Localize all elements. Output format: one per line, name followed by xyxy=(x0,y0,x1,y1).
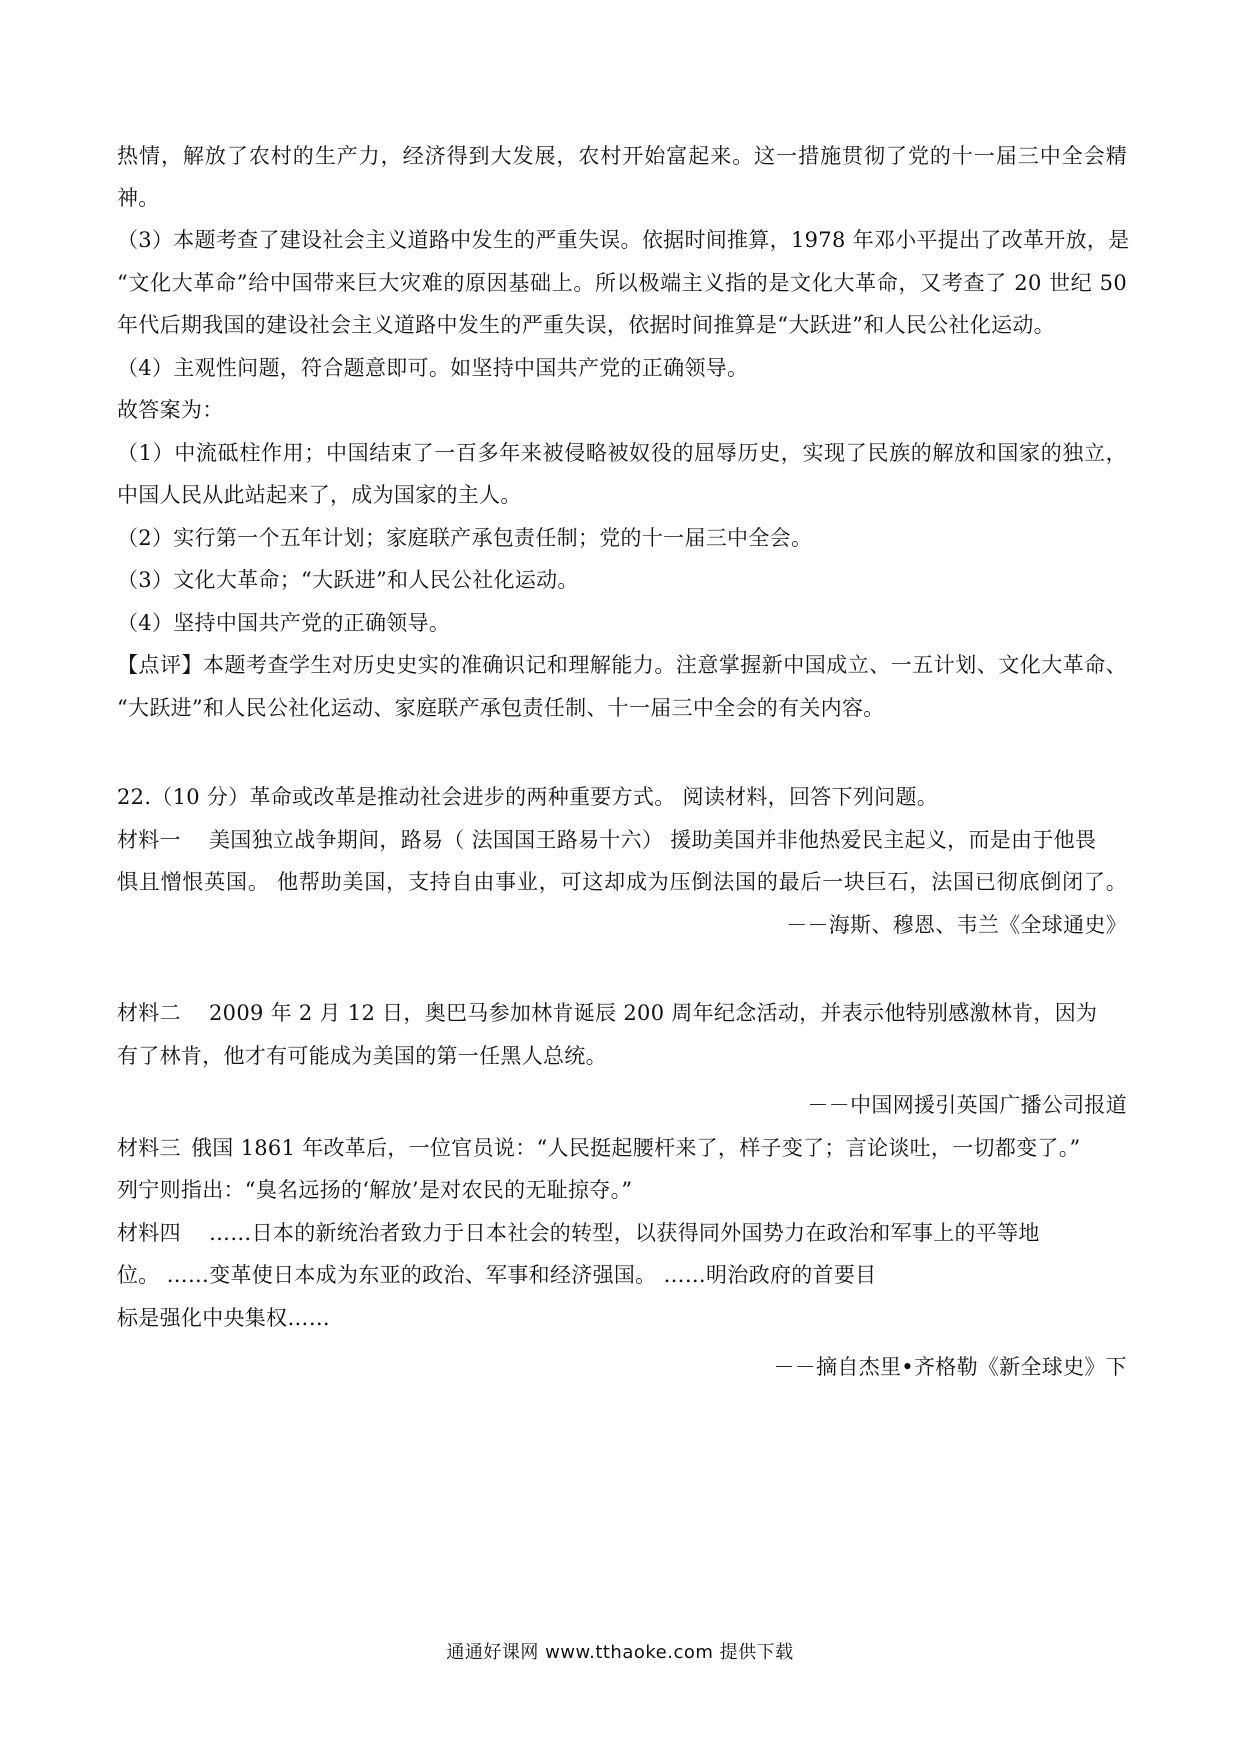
material-3-line-2: 列宁则指出：“臭名远扬的‘解放’是对农民的无耻掠夺。” xyxy=(117,1178,633,1202)
paragraph-line-1: 热情，解放了农村的生产力，经济得到大发展，农村开始富起来。这一措施贯彻了党的十一届三中全会精 xyxy=(117,144,1127,168)
material-1-line-1 xyxy=(117,825,1127,855)
material-3-line-1 xyxy=(117,1133,1127,1163)
analysis-3-line-3: 年代后期我国的建设社会主义道路中发生的严重失误，依据时间推算是“大跃进”和人民公社化运动。 xyxy=(117,313,1055,337)
analysis-3-line-2: “文化大革命”给中国带来巨大灾难的原因基础上。所以极端主义指的是文化大革命，又考查了 20 世纪 50 xyxy=(117,271,1127,295)
material-4-text: ……日本的新统治者致力于日本社会的转型，以获得同外国势力在政治和军事上的平等地 xyxy=(209,1221,1040,1245)
material-2-source: －－中国网援引英国广播公司报道 xyxy=(807,1093,1127,1117)
material-4-line-1 xyxy=(117,1218,1127,1248)
material-1-line-2: 惧且憎恨英国。 他帮助美国，支持自由事业，可这却成为压倒法国的最后一块巨石，法国已彻底倒闭了。 xyxy=(117,870,1127,894)
analysis-3-line-1: （3）本题考查了建设社会主义道路中发生的严重失误。依据时间推算，1978 年邓小平提出了改革开放，是 xyxy=(117,228,1130,252)
answer-heading: 故答案为： xyxy=(117,398,224,422)
paragraph-line-2: 神。 xyxy=(117,186,160,210)
answer-1-line-2: 中国人民从此站起来了，成为国家的主人。 xyxy=(117,483,522,507)
answer-3: （3）文化大革命；“大跃进”和人民公社化运动。 xyxy=(117,568,579,592)
material-2-text: 2009 年 2 月 12 日，奥巴马参加林肯诞辰 200 周年纪念活动，并表示他特别感激林肯，因为 xyxy=(209,1001,1098,1025)
material-4-source: －－摘自杰里•齐格勒《新全球史》下 xyxy=(773,1355,1127,1379)
material-1-source: －－海斯、穆恩、韦兰《全球通史》 xyxy=(786,913,1127,937)
comment-line-1: 【点评】本题考查学生对历史史实的准确识记和理解能力。注意掌握新中国成立、一五计划、文化大革命、 xyxy=(117,653,1127,677)
answer-2: （2）实行第一个五年计划；家庭联产承包责任制；党的十一届三中全会。 xyxy=(117,526,813,550)
comment-line-2: “大跃进”和人民公社化运动、家庭联产承包责任制、十一届三中全会的有关内容。 xyxy=(117,696,885,720)
material-4-label: 材料四 xyxy=(117,1221,181,1245)
material-3-label: 材料三 xyxy=(117,1136,181,1160)
material-2-line-1 xyxy=(117,998,1127,1028)
material-2-line-2: 有了林肯，他才有可能成为美国的第一任黑人总统。 xyxy=(117,1044,607,1068)
material-2-label: 材料二 xyxy=(117,1001,181,1025)
analysis-4-line: （4）主观性问题，符合题意即可。如坚持中国共产党的正确领导。 xyxy=(117,356,749,380)
answer-1-line-1: （1）中流砥柱作用；中国结束了一百多年来被侵略被奴役的屈辱历史，实现了民族的解放和国家的独立， xyxy=(117,441,1127,465)
page-footer: 通通好课网 www.tthaoke.com 提供下载 xyxy=(446,1642,794,1663)
material-1-text: 美国独立战争期间，路易（ 法国国王路易十六） 援助美国并非他热爱民主起义，而是由于他畏 xyxy=(209,828,1097,852)
question-22-title: 22.（10 分）革命或改革是推动社会进步的两种重要方式。 阅读材料，回答下列问题。 xyxy=(117,785,939,809)
answer-4: （4）坚持中国共产党的正确领导。 xyxy=(117,611,451,635)
material-1-label: 材料一 xyxy=(117,828,181,852)
material-4-line-2: 位。 ……变革使日本成为东亚的政治、军事和经济强国。 ……明治政府的首要目 xyxy=(117,1263,877,1287)
material-4-line-3: 标是强化中央集权…… xyxy=(117,1306,330,1330)
material-3-text: 俄国 1861 年改革后，一位官员说：“人民挺起腰杆来了，样子变了；言论谈吐，一切都变了。” xyxy=(191,1136,1081,1160)
